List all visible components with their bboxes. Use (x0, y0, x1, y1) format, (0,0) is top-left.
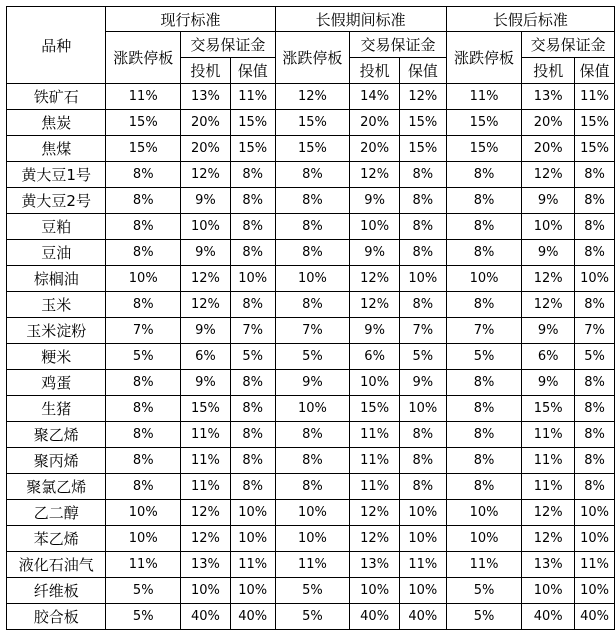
current-spec-margin-cell: 11% (181, 474, 231, 500)
after-spec-margin-cell: 9% (522, 188, 575, 214)
after-limit-cell: 8% (446, 370, 522, 396)
current-hedge-margin-cell: 11% (230, 552, 275, 578)
holiday-limit-cell: 8% (275, 422, 350, 448)
holiday-limit-cell: 10% (275, 500, 350, 526)
holiday-hedge-margin-cell: 8% (399, 214, 446, 240)
limit-header: 涨跌停板 (275, 32, 350, 84)
current-limit-cell: 11% (106, 84, 181, 110)
table-body (7, 84, 615, 630)
after-hedge-margin-cell: 15% (575, 136, 615, 162)
variety-cell: 豆粕 (7, 214, 106, 240)
current-spec-margin-cell: 13% (181, 84, 231, 110)
current-limit-cell: 8% (106, 448, 181, 474)
variety-cell: 粳米 (7, 344, 106, 370)
current-hedge-margin-cell: 10% (230, 500, 275, 526)
current-hedge-margin-cell: 15% (230, 110, 275, 136)
holiday-limit-cell: 15% (275, 136, 350, 162)
table-row (7, 500, 615, 526)
after-spec-margin-cell: 20% (522, 110, 575, 136)
current-hedge-margin-cell: 7% (230, 318, 275, 344)
current-hedge-margin-cell: 11% (230, 84, 275, 110)
after-hedge-margin-cell: 8% (575, 188, 615, 214)
after-spec-margin-cell: 12% (522, 500, 575, 526)
holiday-hedge-margin-cell: 10% (399, 526, 446, 552)
current-spec-margin-cell: 13% (181, 552, 231, 578)
holiday-spec-margin-cell: 12% (350, 526, 400, 552)
after-limit-cell: 8% (446, 162, 522, 188)
after-hedge-margin-cell: 11% (575, 84, 615, 110)
current-limit-cell: 11% (106, 552, 181, 578)
current-spec-margin-cell: 20% (181, 136, 231, 162)
holiday-spec-margin-cell: 11% (350, 448, 400, 474)
current-limit-cell: 8% (106, 370, 181, 396)
current-limit-cell: 5% (106, 578, 181, 604)
current-spec-margin-cell: 9% (181, 240, 231, 266)
holiday-spec-margin-cell: 10% (350, 578, 400, 604)
variety-cell: 焦炭 (7, 110, 106, 136)
after-hedge-margin-cell: 8% (575, 370, 615, 396)
margin-header: 交易保证金 (350, 32, 446, 58)
variety-cell: 聚氯乙烯 (7, 474, 106, 500)
after-limit-cell: 15% (446, 136, 522, 162)
current-hedge-margin-cell: 40% (230, 604, 275, 630)
table-row (7, 396, 615, 422)
holiday-hedge-margin-cell: 8% (399, 240, 446, 266)
after-hedge-margin-cell: 8% (575, 162, 615, 188)
current-hedge-margin-cell: 5% (230, 344, 275, 370)
holiday-spec-margin-cell: 9% (350, 240, 400, 266)
holiday-limit-cell: 12% (275, 84, 350, 110)
current-hedge-margin-cell: 8% (230, 188, 275, 214)
after-hedge-margin-cell: 8% (575, 422, 615, 448)
holiday-spec-margin-cell: 12% (350, 266, 400, 292)
table-row (7, 422, 615, 448)
current-limit-cell: 8% (106, 162, 181, 188)
holiday-limit-cell: 10% (275, 266, 350, 292)
holiday-hedge-margin-cell: 8% (399, 292, 446, 318)
after-spec-margin-cell: 15% (522, 396, 575, 422)
current-hedge-margin-cell: 8% (230, 214, 275, 240)
holiday-hedge-margin-cell: 15% (399, 136, 446, 162)
after-limit-cell: 5% (446, 604, 522, 630)
after-hedge-margin-cell: 8% (575, 448, 615, 474)
holiday-spec-margin-cell: 6% (350, 344, 400, 370)
holiday-hedge-margin-cell: 11% (399, 552, 446, 578)
after-spec-margin-cell: 10% (522, 214, 575, 240)
table-row (7, 448, 615, 474)
holiday-limit-cell: 8% (275, 448, 350, 474)
holiday-spec-margin-cell: 11% (350, 422, 400, 448)
table-row (7, 110, 615, 136)
variety-cell: 胶合板 (7, 604, 106, 630)
after-limit-cell: 10% (446, 500, 522, 526)
hedging-header: 保值 (230, 58, 275, 84)
after-limit-cell: 5% (446, 578, 522, 604)
variety-cell: 聚乙烯 (7, 422, 106, 448)
variety-cell: 苯乙烯 (7, 526, 106, 552)
current-spec-margin-cell: 9% (181, 370, 231, 396)
current-limit-cell: 8% (106, 188, 181, 214)
holiday-limit-cell: 11% (275, 552, 350, 578)
holiday-hedge-margin-cell: 9% (399, 370, 446, 396)
holiday-hedge-margin-cell: 10% (399, 266, 446, 292)
current-spec-margin-cell: 20% (181, 110, 231, 136)
holiday-spec-margin-cell: 20% (350, 136, 400, 162)
current-hedge-margin-cell: 8% (230, 240, 275, 266)
variety-cell: 生猪 (7, 396, 106, 422)
holiday-limit-cell: 5% (275, 578, 350, 604)
limit-header: 涨跌停板 (106, 32, 181, 84)
after-limit-cell: 5% (446, 344, 522, 370)
table-row (7, 526, 615, 552)
table-row (7, 474, 615, 500)
after-limit-cell: 8% (446, 214, 522, 240)
group-header-after-holiday: 长假后标准 (446, 7, 614, 32)
current-hedge-margin-cell: 8% (230, 292, 275, 318)
current-hedge-margin-cell: 10% (230, 266, 275, 292)
variety-cell: 黄大豆1号 (7, 162, 106, 188)
after-spec-margin-cell: 12% (522, 292, 575, 318)
holiday-spec-margin-cell: 12% (350, 292, 400, 318)
after-spec-margin-cell: 11% (522, 474, 575, 500)
after-spec-margin-cell: 9% (522, 370, 575, 396)
after-limit-cell: 8% (446, 448, 522, 474)
current-hedge-margin-cell: 8% (230, 474, 275, 500)
variety-cell: 液化石油气 (7, 552, 106, 578)
group-header-holiday: 长假期间标准 (275, 7, 446, 32)
margin-header: 交易保证金 (522, 32, 615, 58)
holiday-spec-margin-cell: 12% (350, 500, 400, 526)
after-limit-cell: 8% (446, 188, 522, 214)
current-limit-cell: 7% (106, 318, 181, 344)
after-spec-margin-cell: 12% (522, 526, 575, 552)
variety-cell: 聚丙烯 (7, 448, 106, 474)
current-limit-cell: 8% (106, 292, 181, 318)
after-limit-cell: 8% (446, 396, 522, 422)
after-hedge-margin-cell: 8% (575, 240, 615, 266)
after-spec-margin-cell: 11% (522, 448, 575, 474)
holiday-hedge-margin-cell: 5% (399, 344, 446, 370)
after-hedge-margin-cell: 40% (575, 604, 615, 630)
holiday-spec-margin-cell: 20% (350, 110, 400, 136)
after-hedge-margin-cell: 8% (575, 292, 615, 318)
current-limit-cell: 8% (106, 396, 181, 422)
table-row (7, 162, 615, 188)
holiday-spec-margin-cell: 13% (350, 552, 400, 578)
after-hedge-margin-cell: 8% (575, 474, 615, 500)
variety-cell: 乙二醇 (7, 500, 106, 526)
holiday-spec-margin-cell: 10% (350, 214, 400, 240)
current-spec-margin-cell: 12% (181, 266, 231, 292)
current-spec-margin-cell: 15% (181, 396, 231, 422)
holiday-spec-margin-cell: 15% (350, 396, 400, 422)
variety-cell: 铁矿石 (7, 84, 106, 110)
variety-cell: 纤维板 (7, 578, 106, 604)
after-spec-margin-cell: 9% (522, 240, 575, 266)
after-hedge-margin-cell: 8% (575, 396, 615, 422)
holiday-spec-margin-cell: 11% (350, 474, 400, 500)
holiday-hedge-margin-cell: 10% (399, 396, 446, 422)
speculation-header: 投机 (181, 58, 231, 84)
holiday-hedge-margin-cell: 40% (399, 604, 446, 630)
current-spec-margin-cell: 40% (181, 604, 231, 630)
holiday-hedge-margin-cell: 8% (399, 448, 446, 474)
table-row (7, 344, 615, 370)
table-row (7, 552, 615, 578)
holiday-spec-margin-cell: 9% (350, 318, 400, 344)
after-spec-margin-cell: 40% (522, 604, 575, 630)
holiday-limit-cell: 10% (275, 526, 350, 552)
current-hedge-margin-cell: 10% (230, 526, 275, 552)
holiday-limit-cell: 8% (275, 188, 350, 214)
table-row (7, 604, 615, 630)
after-limit-cell: 8% (446, 240, 522, 266)
after-limit-cell: 15% (446, 110, 522, 136)
holiday-spec-margin-cell: 9% (350, 188, 400, 214)
holiday-hedge-margin-cell: 15% (399, 110, 446, 136)
after-hedge-margin-cell: 15% (575, 110, 615, 136)
speculation-header: 投机 (522, 58, 575, 84)
table-row (7, 578, 615, 604)
table-row (7, 266, 615, 292)
variety-cell: 鸡蛋 (7, 370, 106, 396)
holiday-hedge-margin-cell: 12% (399, 84, 446, 110)
current-spec-margin-cell: 12% (181, 500, 231, 526)
current-hedge-margin-cell: 8% (230, 370, 275, 396)
holiday-limit-cell: 8% (275, 162, 350, 188)
current-spec-margin-cell: 9% (181, 318, 231, 344)
after-hedge-margin-cell: 7% (575, 318, 615, 344)
holiday-hedge-margin-cell: 8% (399, 162, 446, 188)
table-row (7, 370, 615, 396)
holiday-limit-cell: 8% (275, 214, 350, 240)
current-spec-margin-cell: 9% (181, 188, 231, 214)
current-hedge-margin-cell: 15% (230, 136, 275, 162)
after-spec-margin-cell: 11% (522, 422, 575, 448)
holiday-limit-cell: 8% (275, 292, 350, 318)
after-limit-cell: 7% (446, 318, 522, 344)
after-hedge-margin-cell: 5% (575, 344, 615, 370)
variety-header: 品种 (7, 7, 106, 84)
table-row (7, 84, 615, 110)
speculation-header: 投机 (350, 58, 400, 84)
current-spec-margin-cell: 12% (181, 526, 231, 552)
holiday-limit-cell: 9% (275, 370, 350, 396)
after-spec-margin-cell: 10% (522, 578, 575, 604)
after-limit-cell: 8% (446, 474, 522, 500)
current-hedge-margin-cell: 8% (230, 422, 275, 448)
holiday-limit-cell: 10% (275, 396, 350, 422)
after-spec-margin-cell: 13% (522, 552, 575, 578)
variety-cell: 玉米淀粉 (7, 318, 106, 344)
holiday-spec-margin-cell: 10% (350, 370, 400, 396)
table-row (7, 214, 615, 240)
current-hedge-margin-cell: 8% (230, 396, 275, 422)
holiday-hedge-margin-cell: 7% (399, 318, 446, 344)
holiday-hedge-margin-cell: 10% (399, 578, 446, 604)
table-row (7, 240, 615, 266)
table-row (7, 318, 615, 344)
after-limit-cell: 8% (446, 292, 522, 318)
after-limit-cell: 8% (446, 422, 522, 448)
current-limit-cell: 10% (106, 266, 181, 292)
holiday-hedge-margin-cell: 8% (399, 188, 446, 214)
current-spec-margin-cell: 12% (181, 292, 231, 318)
holiday-hedge-margin-cell: 8% (399, 474, 446, 500)
after-hedge-margin-cell: 10% (575, 500, 615, 526)
current-spec-margin-cell: 12% (181, 162, 231, 188)
current-spec-margin-cell: 11% (181, 422, 231, 448)
table-row (7, 292, 615, 318)
after-spec-margin-cell: 12% (522, 162, 575, 188)
current-limit-cell: 10% (106, 526, 181, 552)
after-spec-margin-cell: 6% (522, 344, 575, 370)
after-hedge-margin-cell: 10% (575, 266, 615, 292)
current-limit-cell: 5% (106, 604, 181, 630)
holiday-hedge-margin-cell: 8% (399, 422, 446, 448)
after-spec-margin-cell: 13% (522, 84, 575, 110)
current-limit-cell: 8% (106, 422, 181, 448)
current-hedge-margin-cell: 8% (230, 448, 275, 474)
holiday-limit-cell: 15% (275, 110, 350, 136)
variety-cell: 黄大豆2号 (7, 188, 106, 214)
current-spec-margin-cell: 11% (181, 448, 231, 474)
current-hedge-margin-cell: 10% (230, 578, 275, 604)
after-hedge-margin-cell: 8% (575, 214, 615, 240)
holiday-spec-margin-cell: 14% (350, 84, 400, 110)
after-hedge-margin-cell: 10% (575, 526, 615, 552)
current-limit-cell: 15% (106, 110, 181, 136)
current-spec-margin-cell: 10% (181, 578, 231, 604)
holiday-hedge-margin-cell: 10% (399, 500, 446, 526)
variety-cell: 棕榈油 (7, 266, 106, 292)
holiday-limit-cell: 5% (275, 344, 350, 370)
hedging-header: 保值 (399, 58, 446, 84)
current-limit-cell: 15% (106, 136, 181, 162)
holiday-spec-margin-cell: 12% (350, 162, 400, 188)
table-header (7, 7, 615, 84)
holiday-limit-cell: 5% (275, 604, 350, 630)
after-spec-margin-cell: 9% (522, 318, 575, 344)
current-spec-margin-cell: 6% (181, 344, 231, 370)
after-spec-margin-cell: 12% (522, 266, 575, 292)
holiday-limit-cell: 7% (275, 318, 350, 344)
variety-cell: 豆油 (7, 240, 106, 266)
variety-cell: 焦煤 (7, 136, 106, 162)
current-limit-cell: 8% (106, 214, 181, 240)
after-hedge-margin-cell: 11% (575, 552, 615, 578)
after-limit-cell: 10% (446, 526, 522, 552)
current-limit-cell: 5% (106, 344, 181, 370)
margin-table (6, 6, 615, 630)
after-spec-margin-cell: 20% (522, 136, 575, 162)
table-row (7, 136, 615, 162)
limit-header: 涨跌停板 (446, 32, 522, 84)
margin-table-container (6, 6, 615, 630)
current-limit-cell: 10% (106, 500, 181, 526)
holiday-spec-margin-cell: 40% (350, 604, 400, 630)
after-limit-cell: 11% (446, 84, 522, 110)
margin-header: 交易保证金 (181, 32, 276, 58)
current-hedge-margin-cell: 8% (230, 162, 275, 188)
hedging-header: 保值 (575, 58, 615, 84)
variety-cell: 玉米 (7, 292, 106, 318)
after-hedge-margin-cell: 10% (575, 578, 615, 604)
current-spec-margin-cell: 10% (181, 214, 231, 240)
after-limit-cell: 11% (446, 552, 522, 578)
group-header-current: 现行标准 (106, 7, 275, 32)
table-row (7, 188, 615, 214)
after-limit-cell: 10% (446, 266, 522, 292)
holiday-limit-cell: 8% (275, 240, 350, 266)
holiday-limit-cell: 8% (275, 474, 350, 500)
current-limit-cell: 8% (106, 474, 181, 500)
current-limit-cell: 8% (106, 240, 181, 266)
